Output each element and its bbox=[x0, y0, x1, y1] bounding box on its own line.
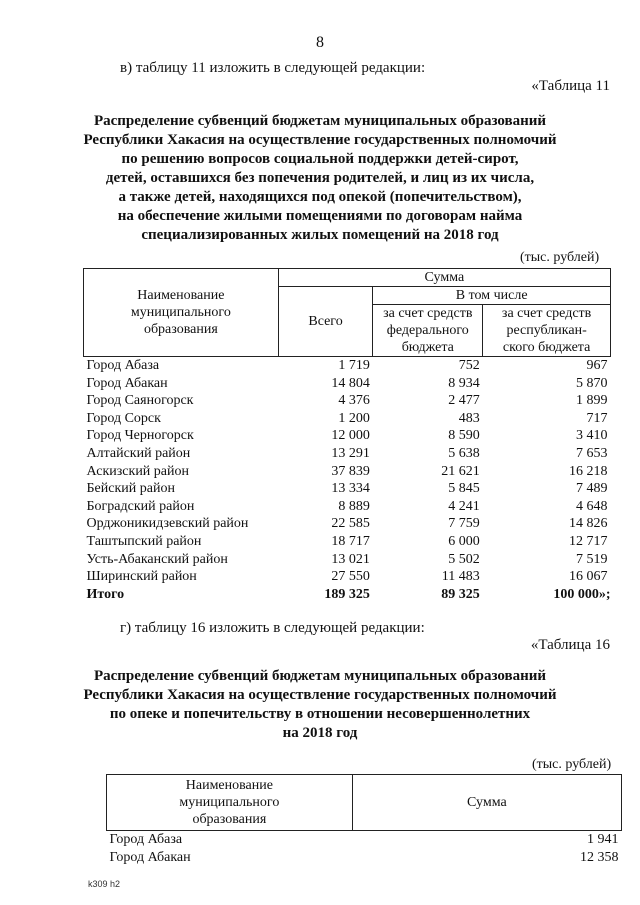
table-row bbox=[84, 480, 611, 498]
t16-header-name: Наименование муниципального образования bbox=[107, 775, 353, 831]
table-row bbox=[84, 568, 611, 586]
table-row bbox=[107, 831, 622, 850]
cell-federal: 8 934 bbox=[448, 375, 480, 391]
cell-total: 4 376 bbox=[338, 393, 370, 409]
cell-republic: 5 870 bbox=[576, 375, 608, 391]
cell-name: Город Абаза bbox=[86, 358, 160, 373]
cell-federal: 8 590 bbox=[448, 428, 480, 444]
title-line: Республики Хакасия на осуществление государственных полномочий bbox=[83, 687, 557, 703]
section-g-intro: г) таблицу 16 изложить в следующей редакции: bbox=[120, 620, 425, 636]
header-sum: Сумма bbox=[278, 269, 610, 287]
table-row bbox=[84, 427, 611, 445]
cell-federal: 5 845 bbox=[448, 481, 480, 497]
table-16-title bbox=[60, 667, 580, 743]
cell-name: Город Абаза bbox=[109, 832, 183, 847]
table-row bbox=[84, 375, 611, 393]
title-line: специализированных жилых помещений на 2018 год bbox=[141, 227, 499, 243]
cell-name: Аскизский район bbox=[86, 463, 189, 479]
cell-total: 13 291 bbox=[331, 445, 370, 461]
cell-total: 37 839 bbox=[331, 463, 370, 479]
title-line: Республики Хакасия на осуществление государственных полномочий bbox=[83, 132, 557, 148]
cell-republic: 7 519 bbox=[576, 551, 608, 567]
cell-federal: 4 241 bbox=[448, 498, 480, 514]
t16-header-sum: Сумма bbox=[352, 775, 621, 831]
table-11 bbox=[83, 268, 611, 603]
total-row bbox=[84, 586, 611, 604]
title-line: по опеке и попечительству в отношении несовершеннолетних bbox=[109, 706, 531, 722]
cell-name: Город Абакан bbox=[86, 375, 168, 391]
table-row bbox=[84, 515, 611, 533]
cell-federal: 21 621 bbox=[441, 463, 480, 479]
cell-name: Итого bbox=[86, 586, 125, 602]
cell-republic: 1 899 bbox=[576, 393, 608, 409]
cell-republic: 4 648 bbox=[576, 498, 608, 514]
cell-name: Бейский район bbox=[86, 481, 175, 497]
table-row bbox=[84, 551, 611, 569]
cell-republic: 7 653 bbox=[576, 445, 608, 461]
cell-republic: 717 bbox=[586, 410, 608, 426]
table-16 bbox=[106, 774, 622, 867]
cell-federal: 89 325 bbox=[441, 586, 480, 602]
cell-name: Город Сорск bbox=[86, 410, 161, 426]
cell-total: 13 021 bbox=[331, 551, 370, 567]
table-row bbox=[84, 392, 611, 410]
cell-republic: 967 bbox=[586, 358, 608, 373]
table-11-title bbox=[60, 112, 580, 245]
cell-total: 13 334 bbox=[331, 481, 370, 497]
table-11-body bbox=[84, 357, 611, 604]
title-line: Распределение субвенций бюджетам муниципальных образований bbox=[93, 113, 547, 129]
cell-total: 1 200 bbox=[338, 410, 370, 426]
title-line: по решению вопросов социальной поддержки детей-сирот, bbox=[121, 151, 519, 167]
footer-code: k309 h2 bbox=[88, 879, 121, 889]
table-row bbox=[107, 849, 622, 867]
table-row bbox=[84, 463, 611, 481]
cell-republic: 16 067 bbox=[569, 569, 608, 585]
cell-federal: 483 bbox=[458, 410, 480, 426]
cell-name: Боградский район bbox=[86, 498, 195, 514]
cell-federal: 6 000 bbox=[448, 533, 480, 549]
table-16-body bbox=[107, 831, 622, 868]
cell-republic: 16 218 bbox=[569, 463, 608, 479]
cell-republic: 12 717 bbox=[569, 533, 608, 549]
header-federal: за счет средств федерального бюджета bbox=[373, 305, 483, 357]
cell-republic: 3 410 bbox=[576, 428, 608, 444]
cell-republic: 100 000»; bbox=[553, 586, 611, 602]
cell-sum: 1 941 bbox=[587, 832, 619, 847]
header-total: Всего bbox=[278, 287, 373, 357]
cell-federal: 2 477 bbox=[448, 393, 480, 409]
title-line: а также детей, находящихся под опекой (попечительством), bbox=[118, 189, 522, 205]
header-republic: за счет средств республикан-ского бюджета bbox=[483, 305, 611, 357]
header-including: В том числе bbox=[373, 287, 611, 305]
table-16-units: (тыс. рублей) bbox=[532, 757, 612, 772]
cell-sum: 12 358 bbox=[580, 850, 619, 865]
title-line: Распределение субвенций бюджетам муниципальных образований bbox=[93, 668, 547, 684]
table-row bbox=[84, 410, 611, 428]
section-v-intro: в) таблицу 11 изложить в следующей редакции: bbox=[120, 60, 426, 76]
cell-name: Усть-Абаканский район bbox=[86, 551, 228, 567]
cell-republic: 14 826 bbox=[569, 516, 608, 532]
cell-name: Алтайский район bbox=[86, 445, 191, 461]
cell-name: Орджоникидзевский район bbox=[86, 516, 249, 532]
cell-name: Город Саяногорск bbox=[86, 393, 194, 409]
cell-federal: 752 bbox=[458, 358, 480, 373]
cell-total: 18 717 bbox=[331, 533, 370, 549]
cell-total: 14 804 bbox=[331, 375, 370, 391]
table-11-ref: «Таблица 11 bbox=[531, 78, 610, 94]
cell-total: 8 889 bbox=[338, 498, 370, 514]
cell-federal: 5 502 bbox=[448, 551, 480, 567]
cell-total: 22 585 bbox=[331, 516, 370, 532]
title-line: детей, оставшихся без попечения родителей, и лиц из их числа, bbox=[105, 170, 535, 186]
page-number: 8 bbox=[316, 34, 324, 51]
cell-name: Таштыпский район bbox=[86, 533, 202, 549]
cell-total: 27 550 bbox=[331, 569, 370, 585]
table-11-units: (тыс. рублей) bbox=[520, 250, 600, 265]
title-line: на обеспечение жилыми помещениями по договорам найма bbox=[117, 208, 523, 224]
table-row bbox=[84, 498, 611, 516]
cell-name: Ширинский район bbox=[86, 569, 197, 585]
table-16-ref: «Таблица 16 bbox=[530, 637, 610, 653]
cell-total: 12 000 bbox=[331, 428, 370, 444]
cell-name: Город Черногорск bbox=[86, 428, 194, 444]
cell-total: 1 719 bbox=[338, 358, 370, 373]
cell-federal: 5 638 bbox=[448, 445, 480, 461]
cell-federal: 11 483 bbox=[441, 569, 480, 585]
cell-republic: 7 489 bbox=[576, 481, 608, 497]
cell-total: 189 325 bbox=[324, 586, 370, 602]
cell-name: Город Абакан bbox=[109, 850, 191, 865]
cell-federal: 7 759 bbox=[448, 516, 480, 532]
table-row bbox=[84, 357, 611, 375]
title-line: на 2018 год bbox=[282, 725, 358, 741]
table-row bbox=[84, 533, 611, 551]
table-row bbox=[84, 445, 611, 463]
header-name: Наименование муниципального образования bbox=[84, 269, 279, 357]
